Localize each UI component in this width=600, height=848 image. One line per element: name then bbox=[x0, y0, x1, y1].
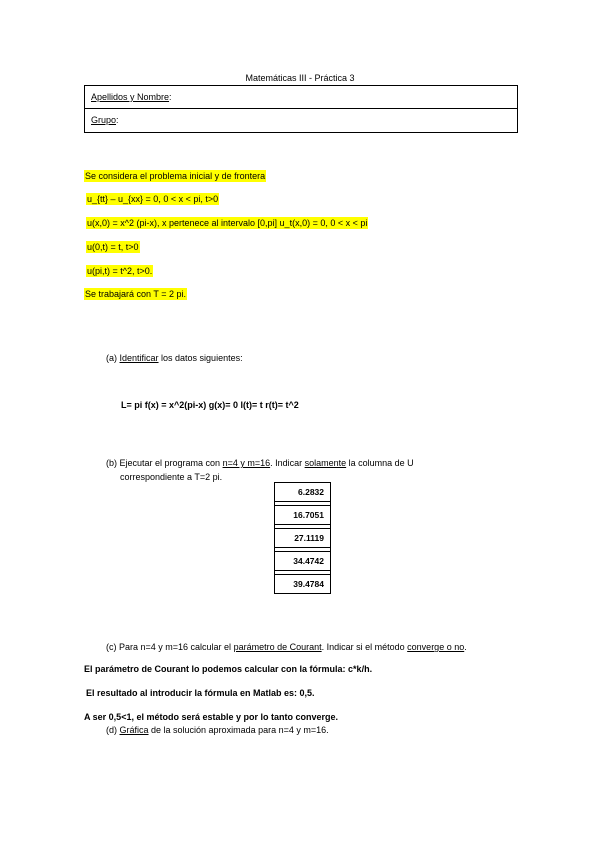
converge-term: converge o no bbox=[407, 642, 465, 652]
data-line: L= pi f(x) = x^2(pi-x) g(x)= 0 l(t)= t r(t)= t^2 bbox=[121, 400, 299, 410]
student-id-box bbox=[84, 85, 518, 133]
document-title: Matemáticas III - Práctica 3 bbox=[245, 73, 355, 83]
params-text: n=4 y m=16 bbox=[222, 458, 271, 468]
grupo-colon: : bbox=[116, 115, 119, 125]
solamente-word: solamente bbox=[304, 458, 347, 468]
u-value-cell: 39.4784 bbox=[275, 575, 331, 594]
problem-right-boundary: u(pi,t) = t^2, t>0. bbox=[87, 266, 153, 276]
question-a: (a) Identificar los datos siguientes: bbox=[106, 353, 243, 363]
u-value-cell: 27.1119 bbox=[275, 529, 331, 548]
apellidos-label: Apellidos y Nombre bbox=[91, 92, 170, 102]
problem-initial-conditions: u(x,0) = x^2 (pi-x), x pertenece al intervalo [0,pi] u_t(x,0) = 0, 0 < x < pi bbox=[87, 218, 368, 228]
identify-word: Identificar bbox=[119, 353, 159, 363]
u-column-table bbox=[274, 482, 331, 594]
grupo-row bbox=[85, 109, 517, 132]
problem-intro: Se considera el problema inicial y de frontera bbox=[85, 171, 266, 181]
question-b: (b) Ejecutar el programa con n=4 y m=16. Indicar solamente la columna de U bbox=[106, 458, 414, 468]
question-d: (d) Gráfica de la solución aproximada para n=4 y m=16. bbox=[106, 725, 329, 735]
u-value-cell: 34.4742 bbox=[275, 552, 331, 571]
problem-left-boundary: u(0,t) = t, t>0 bbox=[87, 242, 139, 252]
grafica-word: Gráfica bbox=[119, 725, 149, 735]
question-c: (c) Para n=4 y m=16 calcular el parámetro de Courant. Indicar si el método converge o no. bbox=[106, 642, 467, 652]
apellidos-colon: : bbox=[169, 92, 172, 102]
apellidos-row bbox=[85, 86, 517, 109]
courant-term: parámetro de Courant bbox=[233, 642, 322, 652]
u-value-cell: 16.7051 bbox=[275, 506, 331, 525]
u-value-cell: 6.2832 bbox=[275, 483, 331, 502]
grupo-label: Grupo bbox=[91, 115, 117, 125]
answer-c-result: El resultado al introducir la fórmula en Matlab es: 0,5. bbox=[86, 688, 315, 698]
problem-equation: u_{tt} – u_{xx} = 0, 0 < x < pi, t>0 bbox=[87, 194, 219, 204]
question-b-line2: correspondiente a T=2 pi. bbox=[120, 472, 223, 482]
answer-c-conclusion: A ser 0,5<1, el método será estable y por lo tanto converge. bbox=[84, 712, 339, 722]
answer-c-formula: El parámetro de Courant lo podemos calcular con la fórmula: c*k/h. bbox=[84, 664, 373, 674]
problem-time-horizon: Se trabajará con T = 2 pi. bbox=[85, 289, 186, 299]
